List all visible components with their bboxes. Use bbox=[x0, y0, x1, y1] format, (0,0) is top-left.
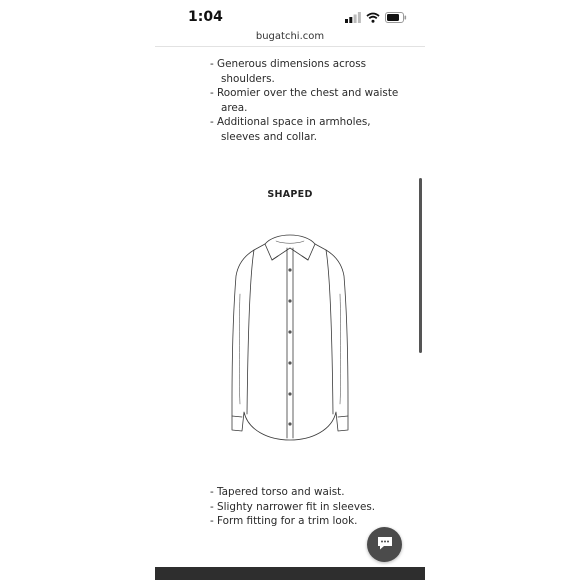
battery-icon bbox=[385, 8, 407, 27]
scrollbar-thumb[interactable] bbox=[419, 178, 422, 353]
fit-features-list bbox=[210, 57, 400, 144]
status-bar bbox=[155, 0, 425, 30]
shaped-heading: SHAPED bbox=[267, 189, 313, 200]
chat-button[interactable] bbox=[367, 527, 402, 562]
list-item: - Additional space in armholes, sleeves and collar. bbox=[210, 116, 371, 143]
list-item: - Roomier over the chest and waiste area. bbox=[210, 87, 399, 114]
wifi-icon bbox=[366, 8, 380, 27]
mobile-screen bbox=[155, 0, 425, 580]
status-icons bbox=[345, 11, 407, 23]
address-bar-divider bbox=[155, 46, 425, 47]
bottom-toolbar bbox=[155, 567, 425, 580]
address-bar-url[interactable]: bugatchi.com bbox=[255, 31, 325, 42]
shirt-illustration bbox=[220, 234, 360, 446]
shaped-features-list bbox=[210, 485, 400, 529]
list-item: - Tapered torso and waist. bbox=[210, 486, 345, 498]
list-item: - Slighty narrower fit in sleeves. bbox=[210, 500, 376, 513]
chat-bubble-icon bbox=[376, 535, 394, 555]
list-item: - Generous dimensions across shoulders. bbox=[210, 58, 367, 85]
list-item: - Form fitting for a trim look. bbox=[210, 515, 358, 527]
signal-icon bbox=[345, 8, 361, 27]
status-time: 1:04 bbox=[188, 9, 223, 25]
